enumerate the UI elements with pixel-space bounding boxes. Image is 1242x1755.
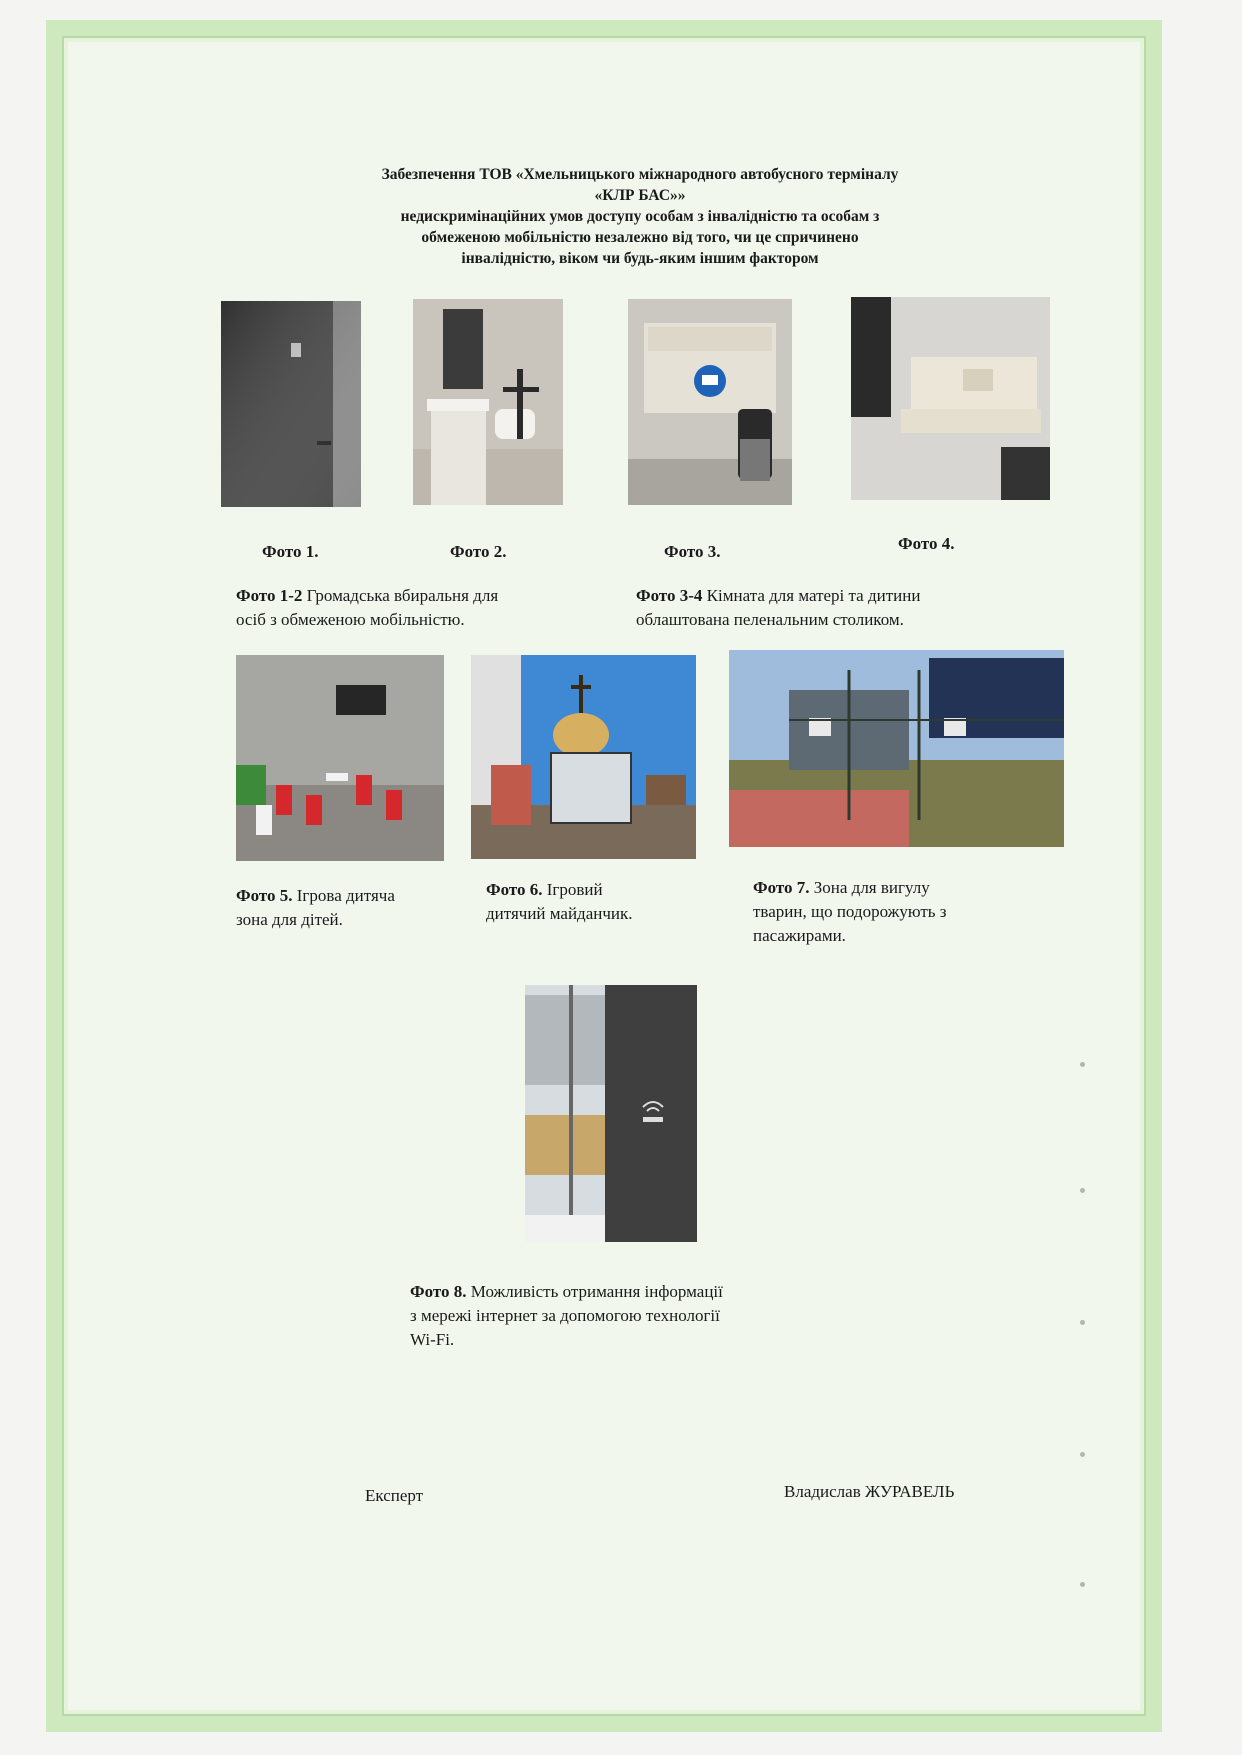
- caption-photo-5: [236, 884, 436, 932]
- caption-12-line1: Громадська вбиральня для: [302, 586, 499, 605]
- caption-8-line2: з мережі інтернет за допомогою технології: [410, 1306, 720, 1325]
- photo-7-pet-area: [729, 650, 1064, 847]
- photo-8-wifi-sign: [525, 985, 697, 1242]
- caption-6-bold: Фото 6.: [486, 880, 543, 899]
- photo-2-accessible-restroom: [413, 299, 563, 505]
- heading-line-4: обмеженою мобільністю незалежно від того, чи це спричинено: [421, 229, 859, 246]
- heading-line-1: Забезпечення ТОВ «Хмельницького міжнародного автобусного терміналу: [381, 166, 899, 183]
- scan-artifact: [1080, 1452, 1085, 1457]
- photo-4-label: Фото 4.: [898, 534, 955, 553]
- signature-name: Владислав ЖУРАВЕЛЬ: [784, 1482, 955, 1501]
- caption-7-line3: пасажирами.: [753, 926, 846, 945]
- heading-line-2: «КЛР БАС»»: [594, 187, 686, 204]
- scan-artifact: [1080, 1188, 1085, 1193]
- caption-34-line2: облаштована пеленальним столиком.: [636, 610, 904, 629]
- scan-artifact: [1080, 1320, 1085, 1325]
- caption-12-bold: Фото 1-2: [236, 586, 303, 605]
- photo-5-kids-area: [236, 655, 444, 861]
- scan-artifact: [1080, 1062, 1085, 1067]
- signature-role: Експерт: [365, 1486, 424, 1505]
- photo-4-changing-table: [851, 297, 1050, 500]
- caption-photos-1-2: [236, 584, 576, 632]
- caption-photos-3-4: [636, 584, 1016, 632]
- caption-6-line2: дитячий майданчик.: [486, 904, 633, 923]
- scan-artifact: [1080, 1582, 1085, 1587]
- heading-line-5: інвалідністю, віком чи будь-яким іншим фактором: [461, 250, 819, 267]
- photo-2-label: Фото 2.: [450, 542, 507, 561]
- caption-photo-8: [410, 1280, 830, 1352]
- caption-photo-6: [486, 878, 706, 926]
- heading-line-3: недискримінаційних умов доступу особам з інвалідністю та особам з: [400, 208, 880, 225]
- caption-8-bold: Фото 8.: [410, 1282, 467, 1301]
- caption-5-line1: Ігрова дитяча: [292, 886, 395, 905]
- photo-1-label: Фото 1.: [262, 542, 319, 561]
- caption-8-line1: Можливість отримання інформації: [466, 1282, 723, 1301]
- caption-5-bold: Фото 5.: [236, 886, 293, 905]
- photo-3-baby-changing-station: [628, 299, 792, 505]
- caption-8-line3: Wi-Fi.: [410, 1330, 455, 1349]
- caption-34-line1: Кімната для матері та дитини: [702, 586, 921, 605]
- photo-1-restroom-door: [221, 301, 361, 507]
- caption-photo-7: [753, 876, 1033, 948]
- photo-3-label: Фото 3.: [664, 542, 721, 561]
- caption-12-line2: осіб з обмеженою мобільністю.: [236, 610, 465, 629]
- caption-7-line2: тварин, що подорожують з: [753, 902, 947, 921]
- caption-5-line2: зона для дітей.: [236, 910, 343, 929]
- photo-6-playground: [471, 655, 696, 859]
- caption-6-line1: Ігровий: [542, 880, 603, 899]
- caption-7-line1: Зона для вигулу: [809, 878, 930, 897]
- caption-34-bold: Фото 3-4: [636, 586, 703, 605]
- page-heading: [300, 164, 980, 269]
- caption-7-bold: Фото 7.: [753, 878, 810, 897]
